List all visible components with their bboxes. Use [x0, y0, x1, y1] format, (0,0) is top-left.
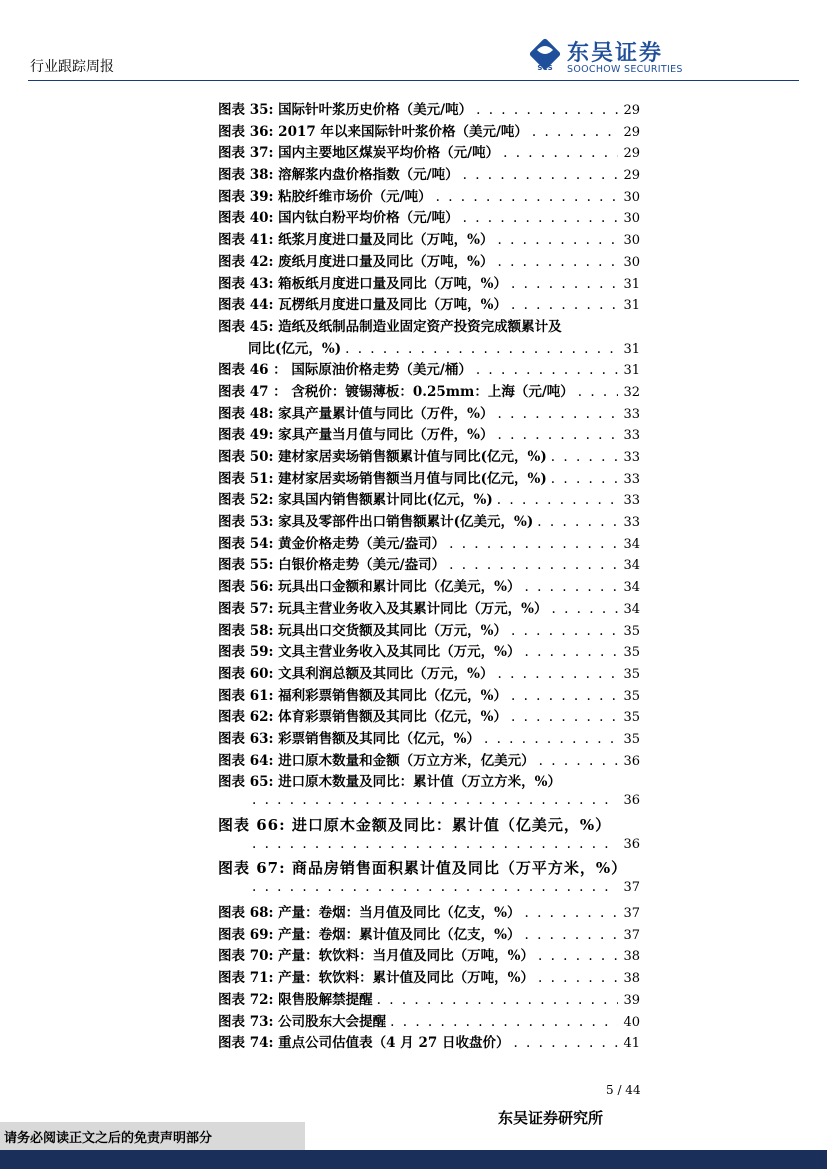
toc-row-continuation[interactable] [218, 836, 640, 858]
toc-row-continuation[interactable] [218, 792, 640, 814]
toc-page: 33 [623, 450, 640, 465]
toc-label: 图表 61: 福利彩票销售额及其同比（亿元，%） [218, 687, 507, 704]
toc-row[interactable] [218, 814, 640, 836]
logo-english-name: SOOCHOW SECURITIES [567, 64, 683, 75]
toc-label: 图表 57: 玩具主营业务收入及其累计同比（万元，%） [218, 600, 548, 617]
toc-page: 31 [623, 363, 640, 379]
toc-label: 图表 42: 废纸月度进口量及同比（万吨，%） [218, 253, 494, 270]
toc-label: 图表 41: 纸浆月度进口量及同比（万吨，%） [218, 232, 494, 249]
toc-row[interactable] [218, 923, 640, 945]
page-indicator: 5 / 44 [606, 1083, 641, 1097]
toc-label: 图表 74: 重点公司估值表（4 月 27 日收盘价） [218, 1035, 510, 1052]
toc-row-continuation[interactable] [218, 337, 640, 359]
toc-label: 图表 53: 家具及零部件出口销售额累计(亿美元，%) [218, 514, 534, 531]
toc-row[interactable] [218, 358, 640, 380]
toc-page: 30 [623, 211, 640, 227]
toc-page: 35 [623, 623, 640, 639]
toc-label: 图表 70: 产量：软饮料：当月值及同比（万吨，%） [218, 948, 534, 965]
toc-page: 38 [623, 971, 640, 987]
toc-row[interactable] [218, 228, 640, 250]
toc-label: 图表 54: 黄金价格走势（美元/盎司） [218, 535, 446, 552]
toc-page: 31 [623, 341, 640, 357]
toc-row[interactable] [218, 206, 640, 228]
toc-label: 图表 65: 进口原木数量及同比：累计值（万立方米，%） [218, 774, 561, 791]
toc-row[interactable] [218, 662, 640, 684]
toc-label: 图表 45: 造纸及纸制品制造业固定资产投资完成额累计及 [218, 318, 562, 335]
toc-label: 图表 47 ： 含税价：镀锡薄板：0.25mm：上海（元/吨） [218, 383, 574, 400]
footer-organization: 东吴证券研究所 [498, 1109, 604, 1127]
toc-label: 图表 72: 限售股解禁提醒 [218, 991, 373, 1008]
toc-row-continuation[interactable] [218, 879, 640, 901]
company-logo [527, 36, 697, 76]
toc-row[interactable] [218, 315, 640, 337]
toc-label: 图表 35: 国际针叶浆历史价格（美元/吨） [218, 102, 473, 118]
toc-row[interactable] [218, 272, 640, 294]
toc-page: 33 [623, 493, 640, 509]
toc-page: 35 [623, 731, 640, 747]
toc-page: 35 [623, 645, 640, 661]
toc-label: 图表 55: 白银价格走势（美元/盎司） [218, 557, 446, 574]
toc-row[interactable] [218, 705, 640, 727]
toc-label: 图表 46 ： 国际原油价格走势（美元/桶） [218, 362, 472, 379]
table-of-figures [218, 98, 640, 1053]
toc-row[interactable] [218, 488, 640, 510]
toc-page: 35 [623, 710, 640, 726]
toc-row[interactable] [218, 684, 640, 706]
footer-band [0, 1150, 827, 1169]
toc-page: 35 [623, 666, 640, 682]
toc-label: 图表 63: 彩票销售额及其同比（亿元，%） [218, 730, 480, 747]
toc-page: 29 [623, 124, 640, 140]
toc-row[interactable] [218, 163, 640, 185]
toc-row[interactable] [218, 120, 640, 142]
toc-label: 图表 52: 家具国内销售额累计同比(亿元，%) [218, 492, 493, 509]
toc-label: 图表 67: 商品房销售面积累计值及同比（万平方米，%） [218, 859, 628, 878]
toc-row[interactable] [218, 597, 640, 619]
toc-row[interactable] [218, 1010, 640, 1032]
toc-page: 37 [623, 880, 640, 896]
toc-row[interactable] [218, 988, 640, 1010]
toc-page: 38 [623, 949, 640, 965]
toc-page: 33 [623, 471, 640, 487]
toc-label: 图表 68: 产量：卷烟：当月值及同比（亿支，%） [218, 905, 521, 922]
toc-label: 图表 38: 溶解浆内盘价格指数（元/吨） [218, 167, 459, 184]
toc-row[interactable] [218, 553, 640, 575]
toc-label: 图表 64: 进口原木数量和金额（万立方米，亿美元） [218, 752, 535, 769]
toc-label: 图表 71: 产量：软饮料：累计值及同比（万吨，%） [218, 970, 534, 987]
toc-page: 33 [623, 428, 640, 444]
toc-page: 29 [623, 103, 640, 118]
toc-row[interactable] [218, 467, 640, 489]
logo-mark-icon [527, 36, 563, 72]
toc-row[interactable] [218, 770, 640, 792]
toc-page: 31 [623, 298, 640, 314]
toc-label: 图表 51: 建材家居卖场销售额当月值与同比(亿元，%) [218, 470, 547, 487]
toc-label: 图表 66: 进口原木金额及同比：累计值（亿美元，%） [218, 815, 612, 834]
toc-page: 33 [623, 406, 640, 422]
toc-label: 图表 56: 玩具出口金额和累计同比（亿美元，%） [218, 579, 521, 596]
toc-label: 图表 43: 箱板纸月度进口量及同比（万吨，%） [218, 275, 507, 292]
toc-row[interactable] [218, 402, 640, 424]
toc-row[interactable] [218, 1031, 640, 1053]
toc-label: 图表 58: 玩具出口交货额及其同比（万元，%） [218, 622, 507, 639]
toc-row[interactable] [218, 185, 640, 207]
toc-page: 30 [623, 254, 640, 270]
toc-label: 图表 40: 国内钛白粉平均价格（元/吨） [218, 210, 459, 227]
toc-page: 32 [623, 384, 640, 400]
toc-page: 29 [623, 146, 640, 162]
disclaimer-text: 请务必阅读正文之后的免责声明部分 [4, 1131, 213, 1146]
toc-page: 37 [623, 927, 640, 943]
toc-row[interactable] [218, 532, 640, 554]
toc-label: 图表 73: 公司股东大会提醒 [218, 1013, 387, 1030]
toc-page: 36 [623, 793, 640, 808]
toc-page: 29 [623, 168, 640, 184]
toc-page: 34 [623, 601, 640, 617]
toc-page: 30 [623, 189, 640, 205]
logo-chinese-name: 东吴证券 [567, 41, 664, 66]
toc-page: 31 [623, 276, 640, 292]
toc-label: 图表 37: 国内主要地区煤炭平均价格（元/吨） [218, 145, 500, 162]
toc-page: 34 [623, 580, 640, 596]
header-divider [28, 80, 799, 81]
toc-row[interactable] [218, 141, 640, 163]
toc-row[interactable] [218, 727, 640, 749]
toc-page: 30 [623, 233, 640, 249]
toc-label: 图表 48: 家具产量累计值与同比（万件，%） [218, 405, 494, 422]
toc-page: 37 [623, 906, 640, 922]
toc-row[interactable] [218, 445, 640, 467]
toc-label: 图表 50: 建材家居卖场销售额累计值与同比(亿元，%) [218, 449, 547, 465]
toc-row[interactable] [218, 857, 640, 879]
svg-text:SCS: SCS [537, 64, 553, 72]
toc-label: 图表 36: 2017 年以来国际针叶浆价格（美元/吨） [218, 123, 528, 140]
toc-row[interactable] [218, 575, 640, 597]
toc-page: 36 [623, 753, 640, 769]
toc-row[interactable] [218, 510, 640, 532]
toc-row[interactable] [218, 423, 640, 445]
toc-row[interactable] [218, 640, 640, 662]
toc-page: 34 [623, 536, 640, 552]
toc-page: 34 [623, 558, 640, 574]
toc-row[interactable] [218, 619, 640, 641]
toc-page: 36 [623, 836, 640, 852]
toc-page: 41 [623, 1036, 640, 1052]
toc-row[interactable] [218, 901, 640, 923]
toc-label: 图表 39: 粘胶纤维市场价（元/吨） [218, 188, 432, 205]
toc-row[interactable] [218, 749, 640, 771]
toc-label: 图表 69: 产量：卷烟：累计值及同比（亿支，%） [218, 926, 521, 943]
header-title: 行业跟踪周报 [30, 59, 114, 75]
toc-label: 图表 49: 家具产量当月值与同比（万件，%） [218, 427, 494, 444]
toc-page: 39 [623, 992, 640, 1008]
toc-page: 35 [623, 688, 640, 704]
toc-label: 图表 59: 文具主营业务收入及其同比（万元，%） [218, 644, 521, 661]
toc-row[interactable] [218, 98, 640, 120]
toc-row[interactable] [218, 966, 640, 988]
toc-row[interactable] [218, 293, 640, 315]
toc-label: 同比(亿元，%) [248, 340, 342, 357]
toc-label: 图表 44: 瓦楞纸月度进口量及同比（万吨，%） [218, 297, 507, 314]
toc-page: 33 [623, 515, 640, 531]
toc-page: 40 [623, 1014, 640, 1030]
toc-label: 图表 60: 文具利润总额及其同比（万元，%） [218, 665, 494, 682]
toc-row[interactable] [218, 380, 640, 402]
toc-label: 图表 62: 体育彩票销售额及其同比（亿元，%） [218, 709, 507, 726]
toc-row[interactable] [218, 250, 640, 272]
toc-row[interactable] [218, 944, 640, 966]
